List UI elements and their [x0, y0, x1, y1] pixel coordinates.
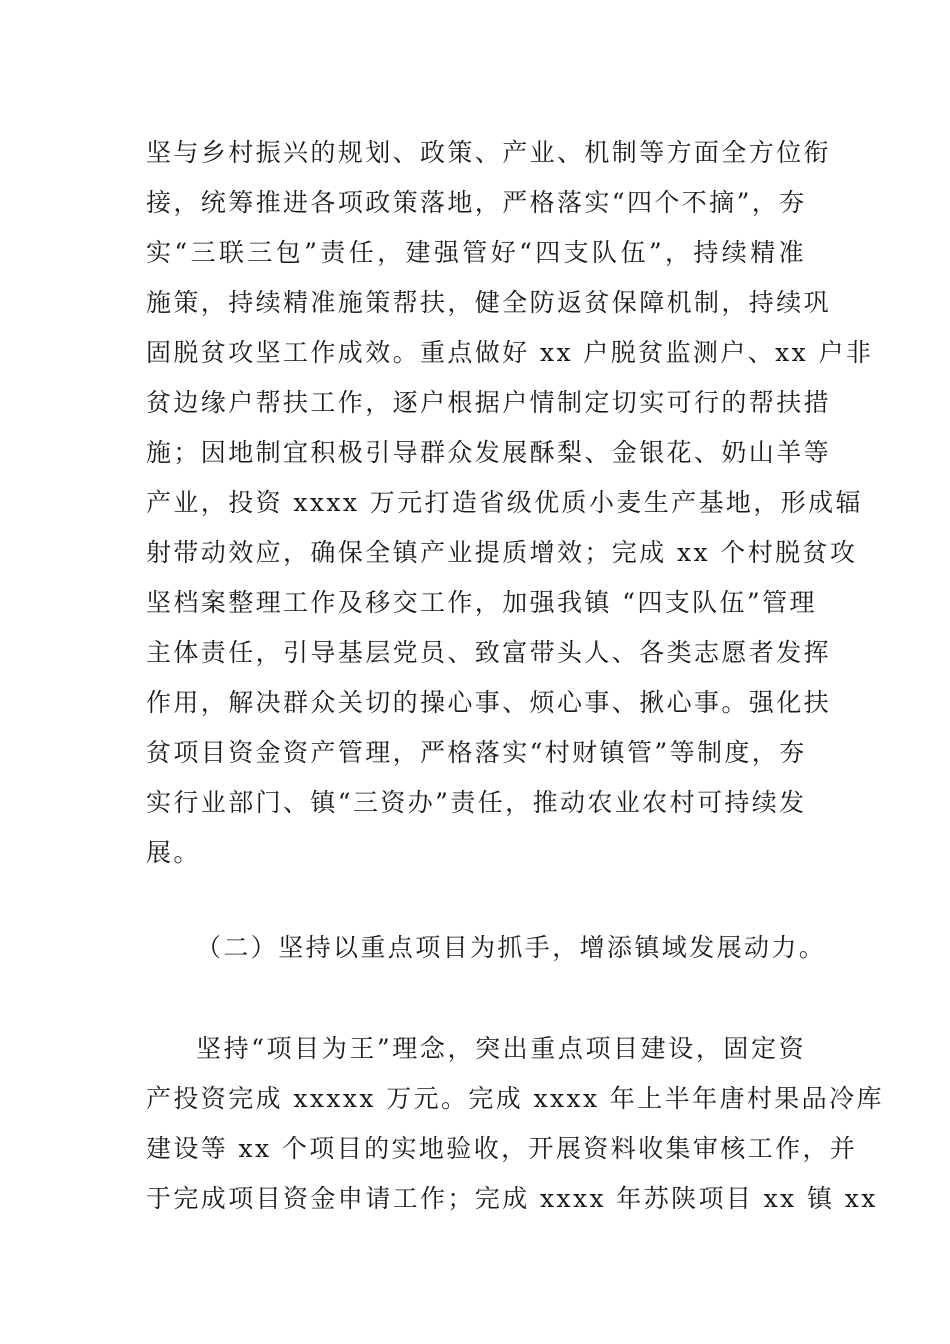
text-line: 产投资完成 xxxxx 万元。完成 xxxx 年上半年唐村果品冷库 [146, 1084, 884, 1113]
text-line: 产业，投资 xxxx 万元打造省级优质小麦生产基地，形成辐 [146, 488, 863, 517]
text-line: 施；因地制宜积极引导群众发展酥梨、金银花、奶山羊等 [146, 438, 832, 467]
text-line: 展。 [146, 838, 201, 867]
text-line: 接，统筹推进各项政策落地，严格落实“四个不摘”，夯 [146, 188, 807, 217]
text-line: 实行业部门、镇“三资办”责任，推动农业农村可持续发 [146, 788, 807, 817]
text-line: 主体责任，引导基层党员、致富带头人、各类志愿者发挥 [146, 638, 832, 667]
text-line: 贫边缘户帮扶工作，逐户根据户情制定切实可行的帮扶措 [146, 388, 832, 417]
text-line: 固脱贫攻坚工作成效。重点做好 xx 户脱贫监测户、xx 户非 [146, 338, 874, 367]
text-line: 坚档案整理工作及移交工作，加强我镇 “四支队伍”管理 [146, 588, 817, 617]
text-line: 坚与乡村振兴的规划、政策、产业、机制等方面全方位衔 [146, 138, 832, 167]
section-heading: （二）坚持以重点项目为抓手，增添镇域发展动力。 [196, 933, 827, 962]
text-line: 施策，持续精准施策帮扶，健全防返贫保障机制，持续巩 [146, 288, 832, 317]
text-line: 实“三联三包”责任，建强管好“四支队伍”，持续精准 [146, 238, 806, 267]
text-line: 坚持“项目为王”理念，突出重点项目建设，固定资 [196, 1034, 806, 1063]
text-line: 建设等 xx 个项目的实地验收，开展资料收集审核工作，并 [146, 1134, 858, 1163]
text-line: 于完成项目资金申请工作；完成 xxxx 年苏陕项目 xx 镇 xx [146, 1184, 878, 1213]
text-line: 射带动效应，确保全镇产业提质增效；完成 xx 个村脱贫攻 [146, 538, 858, 567]
text-line: 作用，解决群众关切的操心事、烦心事、揪心事。强化扶 [146, 688, 832, 717]
text-line: 贫项目资金资产管理，严格落实“村财镇管”等制度，夯 [146, 738, 807, 767]
